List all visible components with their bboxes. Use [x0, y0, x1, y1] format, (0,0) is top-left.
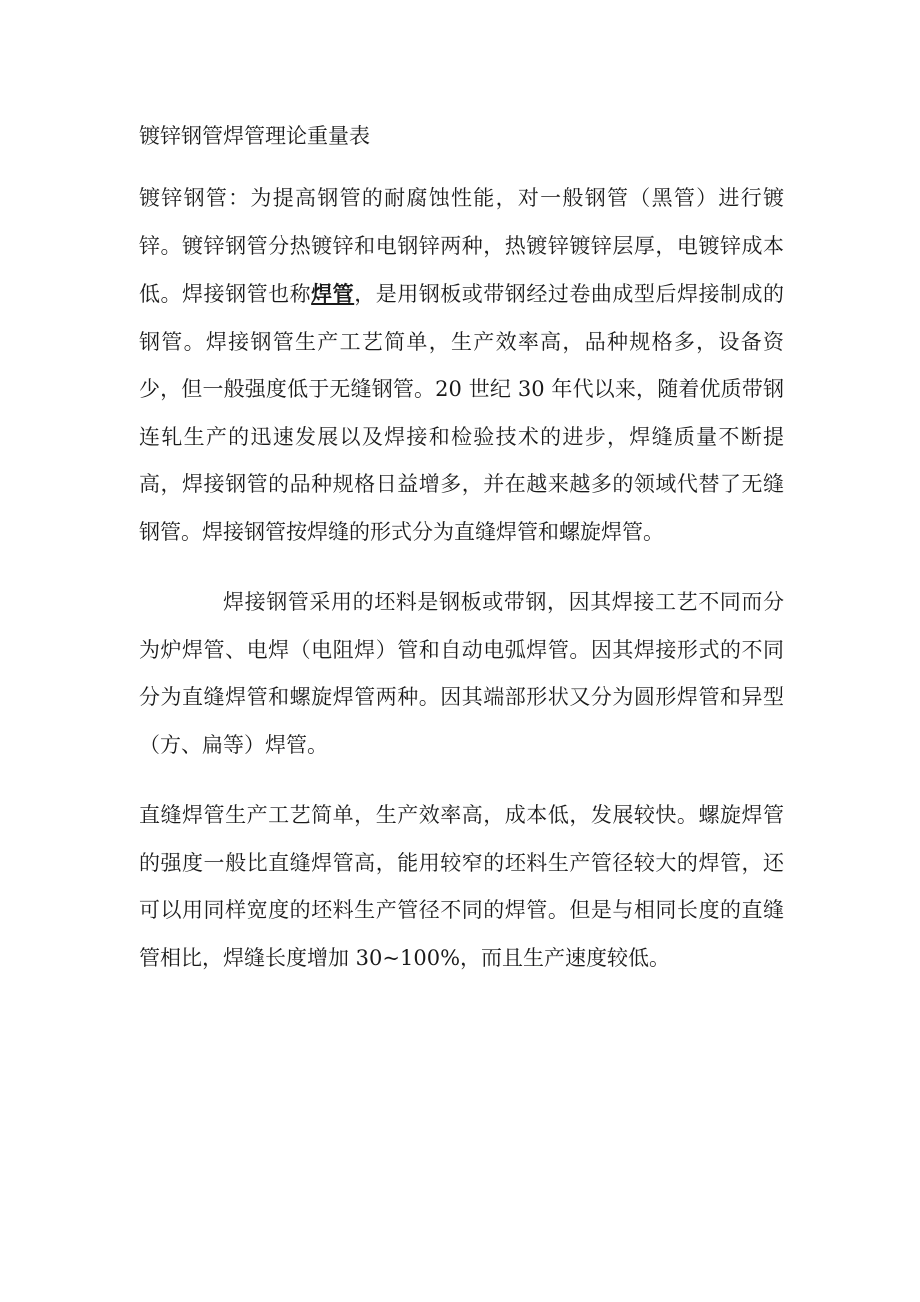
- document-page: [139, 118, 784, 1005]
- paragraph-1-text-end: ，是用钢板或带钢经过卷曲成型后焊接制成的钢管。焊接钢管生产工艺简单，生产效率高，品种规格多，设备资少，但一般强度低于无缝钢管。20 世纪 30 年代以来，随着优质带钢连轧生产的迅速发展以及焊接和检验技术的进步，焊缝质量不断提高，焊接钢管的品种规格日益增多，并在越来越多的领域代替了无缝钢管。焊接钢管按焊缝的形式分为直缝焊管和螺旋焊管。: [139, 282, 785, 544]
- document-title: 镀锌钢管焊管理论重量表: [139, 124, 370, 148]
- paragraph-seam-comparison: 直缝焊管生产工艺简单，生产效率高，成本低，发展较快。螺旋焊管的强度一般比直缝焊管高，能用较窄的坯料生产管径较大的焊管，还可以用同样宽度的坯料生产管径不同的焊管。但是与相同长度的直缝管相比，焊缝长度增加 30~100%，而且生产速度较低。: [139, 803, 784, 970]
- paragraph-galvanized-pipe: [139, 175, 784, 556]
- paragraph-welded-pipe-types: 焊接钢管采用的坯料是钢板或带钢，因其焊接工艺不同而分为炉焊管、电焊（电阻焊）管和自动电弧焊管。因其焊接形式的不同分为直缝焊管和螺旋焊管两种。因其端部形状又分为圆形焊管和异型（方、扁等）焊管。: [139, 590, 784, 757]
- paragraph-1-text-start: 镀锌钢管：为提高钢管的耐腐蚀性能，对一般钢管（黑管）进行镀锌。镀锌钢管分热镀锌和电钢锌两种，热镀锌镀锌层厚，电镀锌成本低。焊接钢管也称: [139, 186, 784, 306]
- welded-pipe-link[interactable]: 焊管: [311, 281, 355, 306]
